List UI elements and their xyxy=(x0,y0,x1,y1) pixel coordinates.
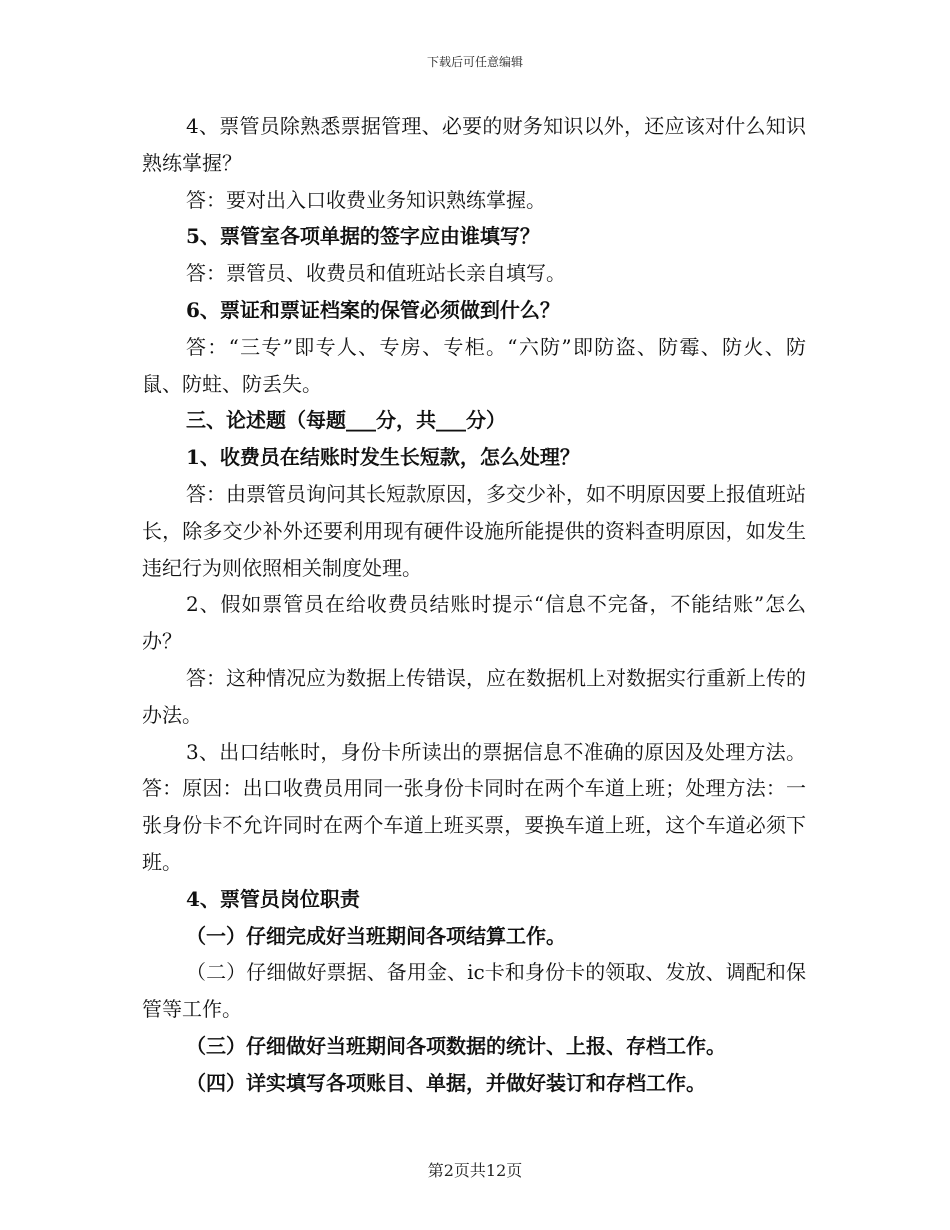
essay-question-3: 3、出口结帐时，身份卡所读出的票据信息不准确的原因及处理方法。答：原因：出口收费员用同一张身份卡同时在两个车道上班；处理方法：一张身份卡不允许同时在两个车道上班买票，要换车道上班，这个车道必须下班。 xyxy=(142,739,806,874)
section-heading-essay: 三、论述题（每题___分，共___分） xyxy=(186,408,506,433)
essay-question-1: 1、收费员在结账时发生长短款，怎么处理？ xyxy=(186,445,580,470)
answer-4: 答：要对出入口收费业务知识熟练掌握。 xyxy=(186,187,546,212)
duty-item-2: （二）仔细做好票据、备用金、ic卡和身份卡的领取、发放、调配和保管等工作。 xyxy=(142,960,806,1022)
duty-item-3: （三）仔细做好当班期间各项数据的统计、上报、存档工作。 xyxy=(186,1033,726,1058)
answer-6: 答：“三专”即专人、专房、专柜。“六防”即防盗、防霉、防火、防鼠、防蛀、防丢失。 xyxy=(142,334,806,396)
duty-item-4: （四）详实填写各项账目、单据，并做好装订和存档工作。 xyxy=(186,1070,706,1095)
essay-question-2: 2、假如票管员在给收费员结账时提示“信息不完备，不能结账”怎么办？ xyxy=(142,592,806,654)
essay-answer-1: 答：由票管员询问其长短款原因，多交少补，如不明原因要上报值班站长，除多交少补外还要利用现有硬件设施所能提供的资料查明原因，如发生违纪行为则依照相关制度处理。 xyxy=(142,481,806,580)
answer-5: 答：票管员、收费员和值班站长亲自填写。 xyxy=(186,261,566,286)
duty-heading: 4、票管员岗位职责 xyxy=(186,886,360,911)
document-body xyxy=(142,108,806,1102)
question-6: 6、票证和票证档案的保管必须做到什么？ xyxy=(186,297,560,322)
essay-answer-2: 答：这种情况应为数据上传错误，应在数据机上对数据实行重新上传的办法。 xyxy=(142,665,806,727)
duty-item-1: （一）仔细完成好当班期间各项结算工作。 xyxy=(186,923,566,948)
question-4: 4、票管员除熟悉票据管理、必要的财务知识以外，还应该对什么知识熟练掌握？ xyxy=(142,114,806,175)
page-header: 下载后可任意编辑 xyxy=(426,55,523,69)
question-5: 5、票管室各项单据的签字应由谁填写？ xyxy=(186,224,540,249)
page-footer: 第2页共12页 xyxy=(427,1161,523,1180)
